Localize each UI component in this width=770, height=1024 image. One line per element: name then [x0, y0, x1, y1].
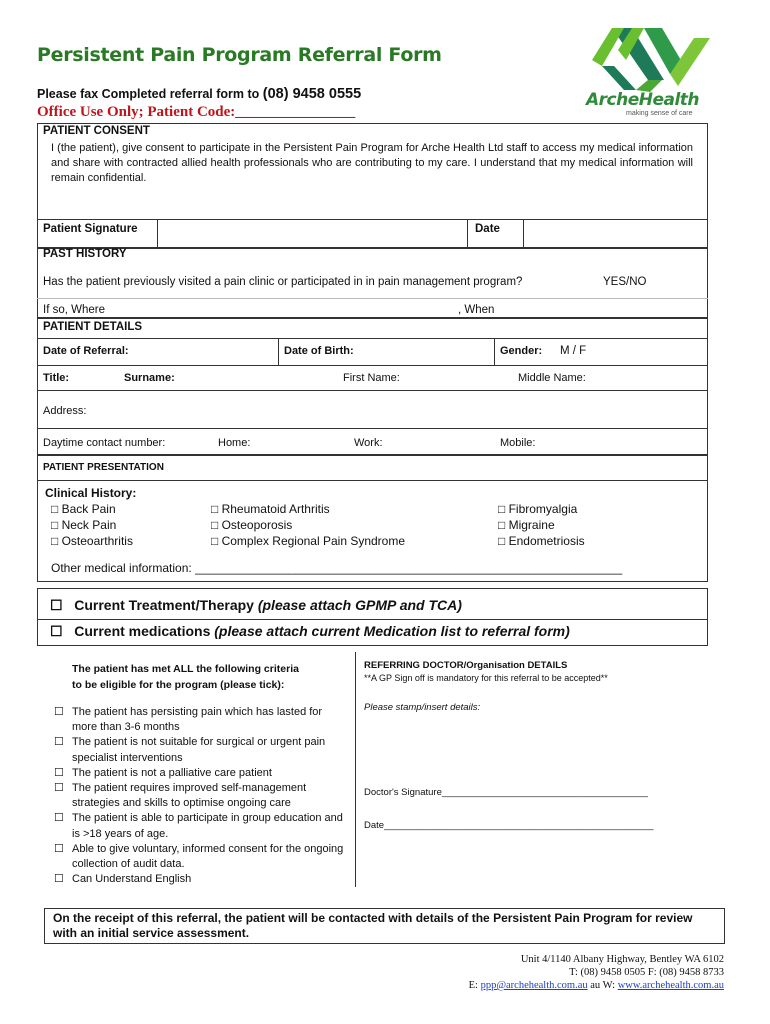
- clinical-col-2: [211, 501, 405, 549]
- receipt-notice: On the receipt of this referral, the patient will be contacted with details of the Persistent Pain Program for review with an initial service assessment.: [53, 911, 693, 940]
- date-of-birth-label: Date of Birth:: [284, 345, 354, 357]
- checkbox-migraine[interactable]: □ Migraine: [498, 518, 555, 532]
- checkbox-back-pain[interactable]: □ Back Pain: [51, 502, 116, 516]
- fax-instruction: [37, 86, 361, 102]
- referring-doctor-heading: REFERRING DOCTOR/Organisation DETAILS: [364, 660, 568, 671]
- criteria-item[interactable]: ☐ The patient is able to participate in group education and is >18 years of age.: [54, 812, 343, 840]
- yes-no-options[interactable]: YES/NO: [603, 276, 647, 288]
- criteria-item[interactable]: ☐ Able to give voluntary, informed consent for the ongoing collection of audit data.: [54, 842, 344, 871]
- home-phone-label: Home:: [218, 437, 251, 449]
- footer-contact: E: ppp@archehealth.com.au au W: www.archehealth.com.au: [468, 980, 724, 991]
- current-treatment-item[interactable]: ☐ Current Treatment/Therapy (please attach GPMP and TCA): [50, 597, 462, 613]
- criteria-item[interactable]: ☐ The patient has persisting pain which has lasted for more than 3-6 months: [54, 706, 323, 734]
- page-title: Persistent Pain Program Referral Form: [37, 44, 442, 66]
- website-link[interactable]: www.archehealth.com.au: [617, 980, 724, 991]
- stamp-details-area[interactable]: Please stamp/insert details:: [364, 702, 481, 713]
- doctor-signature-field[interactable]: Doctor's Signature_______________________________________: [364, 787, 648, 798]
- criteria-item[interactable]: ☐ The patient is not suitable for surgical or urgent pain specialist interventions: [54, 736, 326, 764]
- consent-heading: PATIENT CONSENT: [43, 125, 150, 137]
- checkbox-endometriosis[interactable]: □ Endometriosis: [498, 534, 585, 548]
- consent-text: I (the patient), give consent to participate in the Persistent Pain Program for Arche Health Ltd staff to access my medical information and share with contracted allied health professionals who are contributing to my care. I understand that my medical information will remain confidential.: [51, 142, 693, 184]
- gp-signoff-note: **A GP Sign off is mandatory for this referral to be accepted**: [364, 673, 608, 683]
- current-medications-item[interactable]: ☐ Current medications (please attach current Medication list to referral form): [50, 623, 570, 639]
- past-history-question: Has the patient previously visited a pain clinic or participated in in pain management program?: [43, 276, 523, 288]
- criteria-list: [54, 705, 344, 887]
- mobile-phone-label: Mobile:: [500, 437, 536, 449]
- consent-date-label: Date: [475, 223, 500, 235]
- checkbox-osteoporosis[interactable]: □ Osteoporosis: [211, 518, 293, 532]
- patient-details-heading: PATIENT DETAILS: [43, 321, 143, 333]
- criteria-item[interactable]: ☐ The patient requires improved self-management strategies and skills to optimise ongoing care: [54, 782, 307, 810]
- fax-number: (08) 9458 0555: [262, 86, 362, 102]
- title-label: Title:: [43, 372, 70, 384]
- clinical-col-1: [51, 501, 133, 549]
- patient-signature-label: Patient Signature: [43, 223, 138, 235]
- email-link[interactable]: ppp@archehealth.com.au: [480, 980, 588, 991]
- patient-signature-field[interactable]: [157, 219, 468, 248]
- office-use-patient-code: Office Use Only; Patient Code:________________: [37, 104, 356, 120]
- current-medications-checkbox[interactable]: ☐: [50, 623, 63, 639]
- surname-label: Surname:: [124, 372, 175, 384]
- patient-presentation-heading: PATIENT PRESENTATION: [43, 462, 164, 473]
- past-history-heading: PAST HISTORY: [43, 248, 127, 260]
- logo-tagline: making sense of care: [626, 110, 693, 117]
- arche-health-logo: [574, 20, 726, 120]
- criteria-item[interactable]: ☐ The patient is not a palliative care patient: [54, 766, 272, 779]
- clinical-col-3: [498, 501, 585, 549]
- criteria-item[interactable]: ☐ Can Understand English: [54, 873, 192, 886]
- footer-phone: T: (08) 9458 0505 F: (08) 9458 8733: [569, 967, 724, 978]
- checkbox-fibromyalgia[interactable]: □ Fibromyalgia: [498, 502, 578, 516]
- doctor-date-field[interactable]: Date___________________________________________________: [364, 820, 654, 831]
- where-label: If so, Where: [43, 304, 105, 316]
- logo-wordmark: ArcheHealth: [586, 90, 700, 110]
- checkbox-osteoarthritis[interactable]: □ Osteoarthritis: [51, 534, 133, 548]
- gender-label: Gender:: [500, 345, 543, 357]
- consent-date-field[interactable]: [523, 219, 708, 248]
- daytime-contact-label: Daytime contact number:: [43, 437, 166, 449]
- other-medical-info[interactable]: Other medical information: ________________________________________________________________: [51, 561, 623, 575]
- criteria-heading: The patient has met ALL the following criteria to be eligible for the program (please tick):: [72, 663, 299, 691]
- middle-name-label: Middle Name:: [518, 372, 586, 384]
- clinical-history-label: Clinical History:: [45, 486, 137, 500]
- work-phone-label: Work:: [354, 437, 383, 449]
- checkbox-crps[interactable]: □ Complex Regional Pain Syndrome: [211, 534, 406, 548]
- checkbox-neck-pain[interactable]: □ Neck Pain: [51, 518, 117, 532]
- gender-options[interactable]: M / F: [560, 345, 587, 357]
- date-of-referral-label: Date of Referral:: [43, 345, 129, 357]
- footer-address: Unit 4/1140 Albany Highway, Bentley WA 6102: [520, 954, 724, 965]
- current-treatment-checkbox[interactable]: ☐: [50, 597, 63, 613]
- first-name-label: First Name:: [343, 372, 400, 384]
- address-label: Address:: [43, 405, 87, 417]
- fax-prefix: Please fax Completed referral form to: [37, 87, 260, 101]
- checkbox-rheumatoid-arthritis[interactable]: □ Rheumatoid Arthritis: [211, 502, 330, 516]
- when-label: , When: [458, 304, 495, 316]
